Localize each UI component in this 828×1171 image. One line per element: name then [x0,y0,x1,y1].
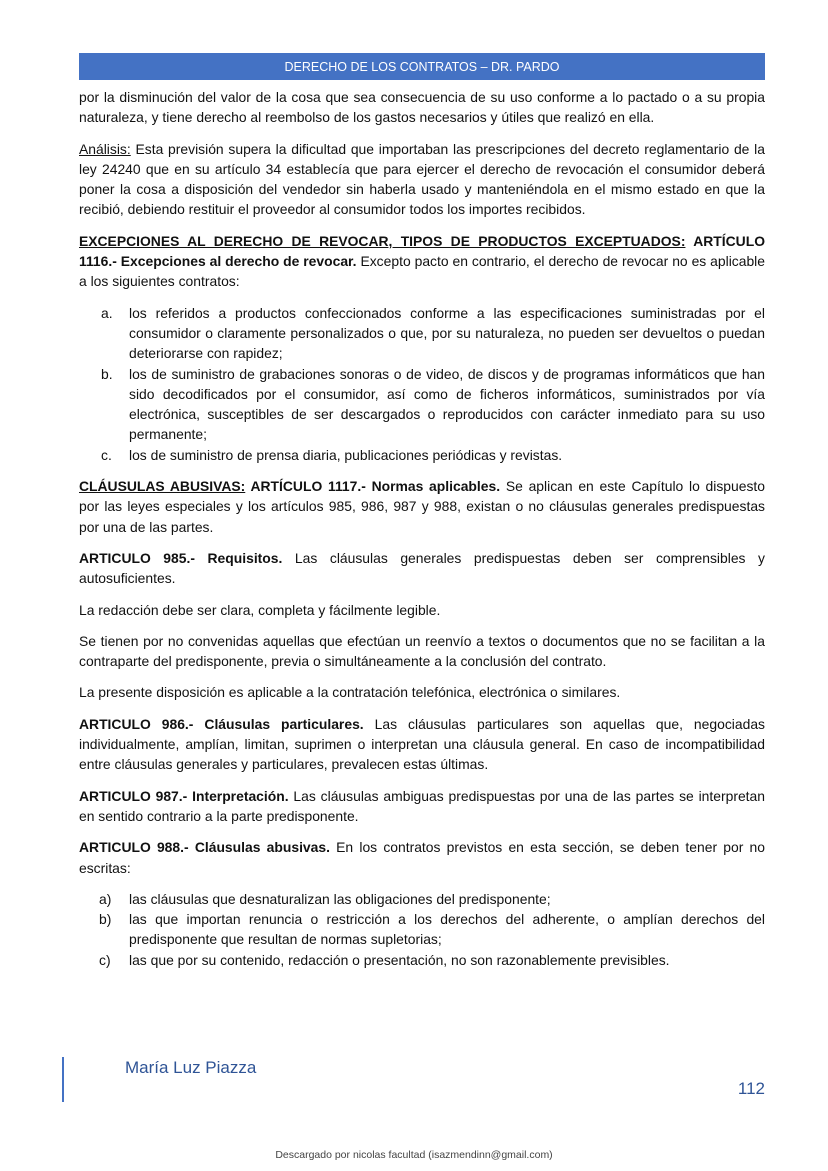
section-heading: EXCEPCIONES AL DERECHO DE REVOCAR, TIPOS DE PRODUCTOS EXCEPTUADOS: [79,232,686,249]
paragraph-text: Excepto pacto en contrario, el derecho de revocar no es aplicable a los siguientes contratos: [79,253,765,290]
list-item [79,364,765,445]
paragraph: La presente disposición es aplicable a la contratación telefónica, electrónica o similares. [79,684,621,701]
analysis-label: Análisis: [79,140,131,157]
list-text: los referidos a productos confeccionados conforme a las especificaciones suministradas por el consumidor o claramente personalizados o que, por su naturaleza, no pueden ser devueltos o puedan deteriorarse con rapidez; [129,304,765,362]
download-notice: Descargado por nicolas facultad (isazmendinn@gmail.com) [275,1149,553,1161]
article-title: ARTICULO 987.- Interpretación. [79,787,289,804]
running-header: DERECHO DE LOS CONTRATOS – DR. PARDO [79,53,765,80]
article-title: ARTÍCULO 1117.- Normas aplicables. [245,478,501,495]
document-body [79,87,765,981]
article-987-paragraph [79,786,765,827]
list-marker: c. [101,446,112,463]
page-number: 112 [737,1079,765,1098]
paragraph-text: Las cláusulas particulares son aquellas que, negociadas individualmente, amplían, limitan, suprimen o interpretan una cláusula general. En caso de incompatibilidad entre cláusulas generales y particulares, prevalecen estas últimas. [79,715,765,773]
paragraph-text: En los contratos previstos en esta sección, se deben tener por no escritas: [79,839,765,876]
analysis-paragraph [79,139,765,220]
paragraph-text: Las cláusulas ambiguas predispuestas por una de las partes se interpretan en sentido contrario a la parte predisponente. [79,787,765,824]
article-1117-paragraph [79,476,765,537]
paragraph: Se tienen por no convenidas aquellas que efectúan un reenvío a textos o documentos que no se facilitan a la contraparte del predisponente, previa o simultáneamente a la conclusión del contrato. [79,632,765,670]
paragraph: por la disminución del valor de la cosa que sea consecuencia de su uso conforme a lo pactado o a su propia naturaleza, y tiene derecho al reembolso de los gastos necesarios y útiles que realizó en ella. [79,89,765,126]
article-title: ARTICULO 985.- Requisitos. [79,549,283,566]
paragraph-text: Esta previsión supera la dificultad que importaban las prescripciones del decreto reglamentario de la ley 24240 que en su artículo 34 establecía que para ejercer el derecho de revocación el consumidor deberá poner la cosa a disposición del vendedor sin haberla usado y manteniéndola en el mismo estado en que la recibió, debiendo restituir el proveedor al consumidor todos los importes recibidos. [79,140,765,218]
list-item [79,950,765,970]
list-item [79,909,765,950]
list-text: las que importan renuncia o restricción a los derechos del adherente, o amplían derechos del predisponente que resultan de normas supletorias; [129,911,765,948]
list-marker: b. [101,365,113,382]
list-item [79,445,765,465]
abusive-clauses-list [79,889,765,970]
paragraph-text: Se aplican en este Capítulo lo dispuesto por las leyes especiales y los artículos 985, 986, 987 y 988, existan o no cláusulas generales predispuestas por una de las partes. [79,478,766,535]
article-986-paragraph [79,714,765,775]
list-marker: a) [99,890,112,907]
paragraph: La redacción debe ser clara, completa y fácilmente legible. [79,601,441,618]
section-heading: CLÁUSULAS ABUSIVAS: [79,478,246,495]
exceptions-list [79,303,765,465]
paragraph-text: Las cláusulas generales predispuestas deben ser comprensibles y autosuficientes. [79,549,765,587]
list-item [79,889,765,909]
list-item [79,303,765,364]
list-text: las cláusulas que desnaturalizan las obligaciones del predisponente; [129,890,551,907]
article-title: ARTICULO 986.- Cláusulas particulares. [79,715,364,732]
list-text: los de suministro de grabaciones sonoras o de video, de discos y de programas informáticos que han sido decodificados por el consumidor, así como de ficheros informáticos, suministrados por vía electrónica, susceptibles de ser descargados o reproducidos con carácter inmediato para su uso permanente; [129,365,765,443]
list-text: las que por su contenido, redacción o presentación, no son razonablemente previsibles. [129,951,670,968]
article-title: ARTÍCULO 1116.- Excepciones al derecho de revocar. [79,232,766,270]
footer-author: María Luz Piazza [125,1058,257,1077]
article-988-paragraph [79,837,765,878]
list-marker: b) [99,911,112,928]
footer-divider [62,1057,64,1102]
list-marker: a. [101,304,113,321]
list-text: los de suministro de prensa diaria, publicaciones periódicas y revistas. [129,446,563,463]
article-title: ARTICULO 988.- Cláusulas abusivas. [79,839,330,856]
list-marker: c) [99,951,111,968]
article-985-paragraph [79,548,765,589]
article-1116-paragraph [79,231,765,292]
